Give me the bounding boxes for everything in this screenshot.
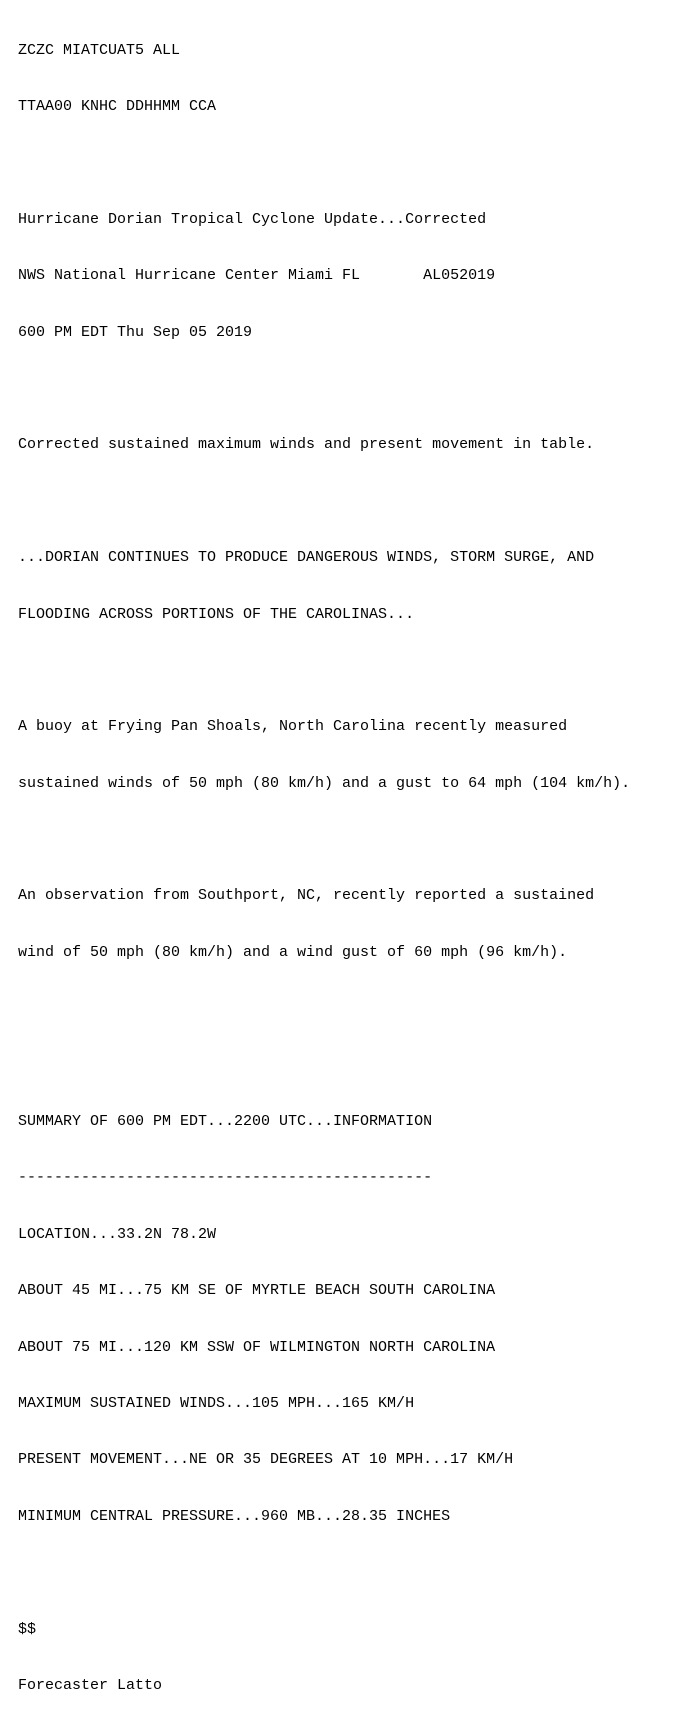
summary-location: LOCATION...33.2N 78.2W: [18, 1225, 217, 1243]
summary-movement: PRESENT MOVEMENT...NE OR 35 DEGREES AT 10 MPH...17 KM/H: [18, 1451, 514, 1469]
observation-2-line-1: An observation from Southport, NC, recently reported a sustained: [18, 887, 595, 905]
blank-line: [18, 662, 673, 681]
header-line-2: TTAA00 KNHC DDHHMM CCA: [18, 97, 217, 115]
observation-1-line-1: A buoy at Frying Pan Shoals, North Carolina recently measured: [18, 718, 568, 736]
blank-line: [18, 380, 673, 399]
summary-pressure: MINIMUM CENTRAL PRESSURE...960 MB...28.35 INCHES: [18, 1507, 451, 1525]
forecaster-name: Forecaster Latto: [18, 1676, 163, 1694]
headline-line-1: ...DORIAN CONTINUES TO PRODUCE DANGEROUS WINDS, STORM SURGE, AND: [18, 549, 595, 567]
bulletin-title: Hurricane Dorian Tropical Cyclone Update...Corrected: [18, 210, 487, 228]
summary-divider: ----------------------------------------------: [18, 1169, 433, 1187]
summary-max-winds: MAXIMUM SUSTAINED WINDS...105 MPH...165 KM/H: [18, 1394, 415, 1412]
blank-line: [18, 1057, 673, 1076]
observation-1-line-2: sustained winds of 50 mph (80 km/h) and a gust to 64 mph (104 km/h).: [18, 774, 631, 792]
blank-line: [18, 1000, 673, 1019]
issuing-center: NWS National Hurricane Center Miami FL AL052019: [18, 267, 496, 285]
blank-line: [18, 831, 673, 850]
correction-note: Corrected sustained maximum winds and present movement in table.: [18, 436, 595, 454]
blank-line: [18, 493, 673, 512]
blank-line: [18, 154, 673, 173]
summary-heading: SUMMARY OF 600 PM EDT...2200 UTC...INFORMATION: [18, 1113, 433, 1131]
summary-reference-1: ABOUT 45 MI...75 KM SE OF MYRTLE BEACH SOUTH CAROLINA: [18, 1282, 496, 1300]
header-line-1: ZCZC MIATCUAT5 ALL: [18, 41, 181, 59]
headline-line-2: FLOODING ACROSS PORTIONS OF THE CAROLINAS...: [18, 605, 415, 623]
issue-time: 600 PM EDT Thu Sep 05 2019: [18, 323, 253, 341]
blank-line: [18, 1564, 673, 1583]
summary-reference-2: ABOUT 75 MI...120 KM SSW OF WILMINGTON NORTH CAROLINA: [18, 1338, 496, 1356]
observation-2-line-2: wind of 50 mph (80 km/h) and a wind gust of 60 mph (96 km/h).: [18, 943, 568, 961]
bulletin-text: [18, 4, 673, 1715]
terminator: $$: [18, 1620, 37, 1638]
